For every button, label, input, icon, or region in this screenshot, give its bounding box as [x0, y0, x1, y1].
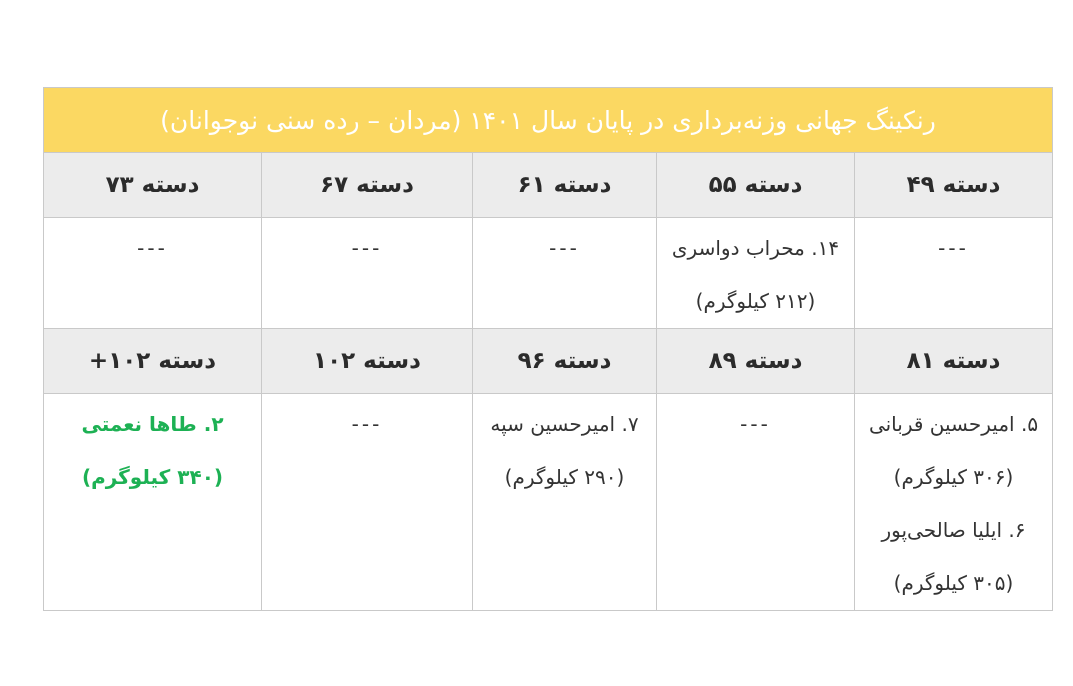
athlete-total: (۲۹۰ کیلوگرم): [504, 465, 625, 489]
result-cell-81: [855, 394, 1053, 611]
athlete-rank-name: ۶. ایلیا صالحی‌پور: [881, 518, 1026, 542]
result-cell-49: [855, 218, 1053, 329]
result-cell-96: [473, 394, 657, 611]
result-cell-102-plus: [44, 394, 262, 611]
athlete-total: (۳۰۵ کیلوگرم): [893, 571, 1014, 595]
category-header-55: دسته ۵۵: [657, 153, 855, 218]
ranking-table: [43, 87, 1053, 611]
category-header-96: دسته ۹۶: [473, 329, 657, 394]
category-header-102: دسته ۱۰۲: [262, 329, 473, 394]
result-cell-102: [262, 394, 473, 611]
athlete-total: (۲۱۲ کیلوگرم): [695, 289, 816, 313]
empty-placeholder: ---: [938, 236, 969, 260]
empty-placeholder: ---: [351, 236, 383, 260]
table-row: [44, 218, 1053, 329]
result-cell-67: [262, 218, 473, 329]
empty-placeholder: ---: [351, 412, 383, 436]
table-title: رنکینگ جهانی وزنه‌برداری در پایان سال ۱۴۰۱ (مردان – رده سنی نوجوانان): [44, 88, 1053, 153]
result-cell-73: [44, 218, 262, 329]
category-header-61: دسته ۶۱: [473, 153, 657, 218]
category-header-89: دسته ۸۹: [657, 329, 855, 394]
category-header-67: دسته ۶۷: [262, 153, 473, 218]
athlete-rank-name: ۵. امیرحسین قربانی: [868, 412, 1039, 436]
athlete-rank-name: ۷. امیرحسین سپه: [490, 412, 639, 436]
header-row: [44, 153, 1053, 218]
athlete-total: (۳۰۶ کیلوگرم): [893, 465, 1014, 489]
empty-placeholder: ---: [137, 236, 168, 260]
result-cell-61: [473, 218, 657, 329]
athlete-rank-name: ۲. طاها نعمتی: [81, 412, 224, 436]
category-header-102-plus: دسته ۱۰۲+: [44, 329, 262, 394]
table-row: [44, 394, 1053, 611]
result-cell-55: [657, 218, 855, 329]
category-header-49: دسته ۴۹: [855, 153, 1053, 218]
category-header-73: دسته ۷۳: [44, 153, 262, 218]
result-cell-89: [657, 394, 855, 611]
empty-placeholder: ---: [740, 412, 771, 436]
category-header-81: دسته ۸۱: [855, 329, 1053, 394]
athlete-total: (۳۴۰ کیلوگرم): [81, 465, 224, 489]
empty-placeholder: ---: [549, 236, 580, 260]
athlete-rank-name: ۱۴. محراب دواسری: [671, 236, 840, 260]
header-row: [44, 329, 1053, 394]
